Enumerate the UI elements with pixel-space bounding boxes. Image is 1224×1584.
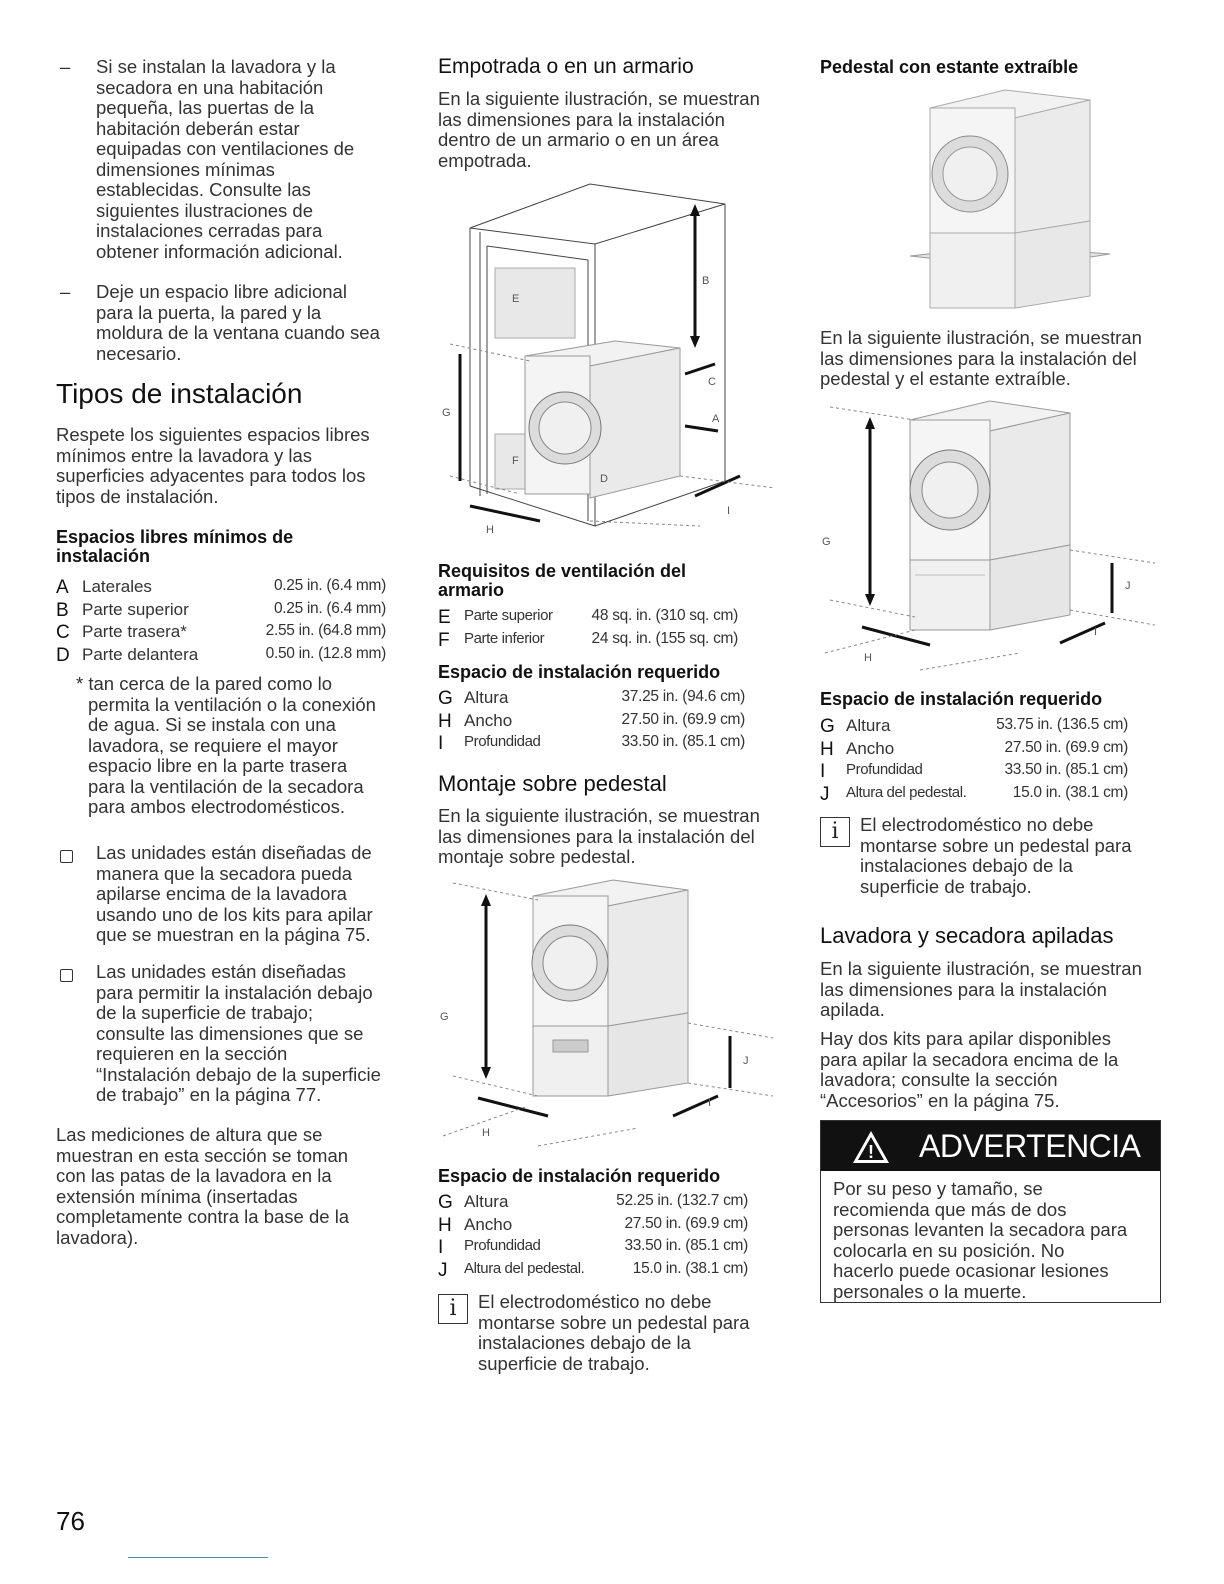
text-line: mínimos entre la lavadora y las xyxy=(56,444,313,466)
text-line: de agua. Si se instala con una xyxy=(88,714,336,735)
row-label: Ancho xyxy=(464,710,513,730)
closet-diagram xyxy=(440,176,780,556)
text-line: * tan cerca de la pared como lo xyxy=(76,673,333,694)
table-row xyxy=(820,761,1128,784)
row-label: Parte trasera* xyxy=(82,622,187,641)
text-line: Requisitos de ventilación del xyxy=(438,561,687,581)
text-line: apilada. xyxy=(820,999,885,1020)
heading-pedestal: Montaje sobre pedestal xyxy=(438,771,667,796)
row-label: Altura del pedestal. xyxy=(846,783,967,801)
row-value: 27.50 in. (69.9 cm) xyxy=(1004,738,1128,756)
page-number: 76 xyxy=(56,1506,85,1536)
check-item-text xyxy=(96,962,396,1106)
text-line: extensión mínima (insertadas xyxy=(56,1185,298,1207)
table-row xyxy=(438,630,738,653)
row-value: 52.25 in. (132.7 cm) xyxy=(616,1192,748,1209)
table-row xyxy=(438,1215,748,1238)
required-space-title-closet: Espacio de instalación requerido xyxy=(438,662,721,682)
bullet-extra-space xyxy=(56,282,396,372)
required-space-table-drawer xyxy=(820,716,1128,806)
pedestal-paragraph xyxy=(438,806,783,868)
text-line: empotrada. xyxy=(438,149,532,171)
text-line: permita la ventilación o la conexión xyxy=(88,693,376,715)
table-row xyxy=(438,1237,748,1260)
table-row xyxy=(438,1260,748,1283)
row-label: Ancho xyxy=(846,738,895,758)
row-letter: A xyxy=(56,577,69,598)
row-letter: I xyxy=(438,733,444,754)
text-line: Las unidades están diseñadas xyxy=(96,961,346,982)
fig-label-h: H xyxy=(482,1127,490,1139)
dash-marker: – xyxy=(60,56,71,77)
row-value: 48 sq. in. (310 sq. cm) xyxy=(591,607,738,624)
text-line: Deje un espacio libre adicional xyxy=(96,281,347,302)
fig-label-h: H xyxy=(486,524,494,536)
fig-label-d: D xyxy=(600,473,608,485)
text-line: Hay dos kits para apilar disponibles xyxy=(820,1028,1112,1049)
row-letter: G xyxy=(820,716,835,737)
row-letter: F xyxy=(438,629,450,651)
text-line: personales o la muerte. xyxy=(833,1280,1027,1302)
text-line: siguientes ilustraciones de xyxy=(96,199,313,221)
row-letter: H xyxy=(438,710,452,732)
text-line: superficie de trabajo. xyxy=(860,875,1032,897)
row-value: 15.0 in. (38.1 cm) xyxy=(1012,783,1128,801)
info-icon: i xyxy=(438,1294,468,1324)
text-line: consulte las dimensiones que se xyxy=(96,1022,364,1044)
fig-label-g: G xyxy=(440,1011,449,1023)
text-line: montarse sobre un pedestal para xyxy=(860,834,1132,856)
text-line: El electrodoméstico no debe xyxy=(860,814,1094,835)
text-line: Las mediciones de altura que se xyxy=(56,1124,323,1145)
text-line: colocarla en su posición. No xyxy=(833,1239,1065,1261)
clearance-table xyxy=(56,577,386,667)
row-value: 15.0 in. (38.1 cm) xyxy=(632,1259,748,1277)
text-line: lavadora, se requiere el mayor xyxy=(88,734,338,756)
text-line: instalaciones debajo de la xyxy=(478,1332,691,1353)
text-line: espacio libre en la parte trasera xyxy=(88,755,348,776)
checkbox-icon xyxy=(60,847,73,868)
text-line: Espacios libres mínimos de xyxy=(56,527,294,547)
text-line: montaje sobre pedestal. xyxy=(438,846,636,867)
fig-label-h: H xyxy=(864,652,872,664)
row-letter: C xyxy=(56,622,70,643)
row-value: 33.50 in. (85.1 cm) xyxy=(624,1237,748,1254)
row-label: Altura xyxy=(464,688,509,707)
stacked-paragraph-1 xyxy=(820,959,1165,1021)
text-line: Por su peso y tamaño, se xyxy=(833,1178,1043,1199)
info-note-text xyxy=(478,1292,778,1374)
text-line: superficie de trabajo. xyxy=(478,1352,650,1374)
required-space-title-pedestal: Espacio de instalación requerido xyxy=(438,1166,721,1186)
text-line: apilarse encima de la lavadora xyxy=(96,883,347,904)
text-line: En la siguiente ilustración, se muestran xyxy=(820,958,1142,979)
row-value: 33.50 in. (85.1 cm) xyxy=(1004,761,1128,778)
row-label: Altura xyxy=(464,1192,509,1211)
row-label: Parte superior xyxy=(82,599,189,619)
row-label: Ancho xyxy=(464,1214,513,1234)
text-line: montarse sobre un pedestal para xyxy=(478,1311,750,1333)
row-label: Parte inferior xyxy=(464,629,545,647)
table-row xyxy=(820,739,1128,762)
row-letter: J xyxy=(438,1259,448,1281)
row-value: 0.50 in. (12.8 mm) xyxy=(265,644,386,662)
bullet-small-room xyxy=(56,57,396,267)
warning-triangle-icon xyxy=(851,1129,891,1165)
fig-label-j: J xyxy=(743,1055,749,1067)
checkbox-icon xyxy=(60,966,73,987)
row-letter: G xyxy=(438,688,453,709)
text-line: las dimensiones para la instalación xyxy=(820,978,1107,1000)
row-letter: E xyxy=(438,607,451,628)
table-row xyxy=(438,607,738,630)
text-line: necesario. xyxy=(96,342,182,364)
text-line: dentro de un armario o en un área xyxy=(438,129,719,150)
text-line: secadora en una habitación xyxy=(96,76,324,98)
text-line: “Accesorios” en la página 75. xyxy=(820,1089,1060,1111)
text-line: tipos de instalación. xyxy=(56,485,219,507)
text-line: instalaciones cerradas para xyxy=(96,220,323,241)
closing-paragraph xyxy=(56,1125,396,1248)
drawer-paragraph xyxy=(820,328,1165,390)
row-label: Profundidad xyxy=(846,761,923,778)
text-line: de trabajo” en la página 77. xyxy=(96,1084,322,1105)
text-line: Si se instalan la lavadora y la xyxy=(96,56,336,77)
row-label: Altura xyxy=(846,716,891,735)
row-value: 33.50 in. (85.1 cm) xyxy=(621,733,745,750)
footnote xyxy=(76,674,406,818)
fig-label-i: I xyxy=(727,505,731,517)
row-value: 37.25 in. (94.6 cm) xyxy=(621,688,745,705)
row-label: Parte delantera xyxy=(82,644,199,664)
heading-installation-types: Tipos de instalación xyxy=(56,378,303,409)
text-line: manera que la secadora pueda xyxy=(96,862,353,884)
warning-text xyxy=(833,1179,1153,1302)
fig-label-i: I xyxy=(708,1097,712,1109)
clearance-title xyxy=(56,528,293,566)
drawer-pedestal-photo xyxy=(910,86,1110,326)
drawer-pedestal-diagram xyxy=(820,395,1165,680)
info-icon: i xyxy=(820,817,850,847)
row-value: 27.50 in. (69.9 cm) xyxy=(621,710,745,728)
fig-label-g: G xyxy=(442,407,451,419)
dryer-on-drawer-pedestal-illustration xyxy=(910,401,1070,630)
text-line: establecidas. Consulte las xyxy=(96,179,311,200)
text-line: habitación deberán estar xyxy=(96,117,300,139)
required-space-table-closet xyxy=(438,688,745,756)
row-value: 53.75 in. (136.5 cm) xyxy=(996,716,1128,733)
fig-label-c: C xyxy=(708,376,716,388)
text-line: hacerlo puede ocasionar lesiones xyxy=(833,1260,1109,1281)
vent-title xyxy=(438,562,686,600)
warning-exclamation: ! xyxy=(868,1142,874,1162)
text-line: dimensiones mínimas xyxy=(96,158,275,180)
row-letter: B xyxy=(56,599,69,621)
text-line: requieren en la sección xyxy=(96,1043,288,1064)
row-label: Laterales xyxy=(82,577,152,596)
row-value: 0.25 in. (6.4 mm) xyxy=(273,577,386,594)
vent-table xyxy=(438,607,738,652)
text-line: lavadora; consulte la sección xyxy=(820,1069,1058,1090)
row-letter: I xyxy=(438,1237,444,1258)
heading-built-in: Empotrada o en un armario xyxy=(438,55,694,78)
text-line: obtener información adicional. xyxy=(96,240,343,262)
heading-stacked: Lavadora y secadora apiladas xyxy=(820,923,1114,948)
row-label: Profundidad xyxy=(464,733,541,750)
text-line: para la ventilación de la secadora xyxy=(88,775,364,797)
row-value: 27.50 in. (69.9 cm) xyxy=(624,1214,748,1232)
info-note-text xyxy=(860,815,1160,897)
text-line: superficies adyacentes para todos los xyxy=(56,465,366,486)
fig-label-j: J xyxy=(1125,580,1131,592)
text-line: las dimensiones para la instalación del xyxy=(820,347,1137,369)
text-line: con las patas de la lavadora en la xyxy=(56,1165,332,1186)
text-line: para permitir la instalación debajo xyxy=(96,981,373,1003)
row-label: Parte superior xyxy=(464,607,553,624)
heading-drawer-pedestal: Pedestal con estante extraíble xyxy=(820,57,1079,77)
text-line: para apilar la secadora encima de la xyxy=(820,1048,1119,1070)
footer-rule xyxy=(128,1557,268,1558)
table-row xyxy=(438,1192,748,1215)
table-row xyxy=(56,645,386,668)
pedestal-diagram xyxy=(438,878,783,1158)
text-line: moldura de la ventana cuando sea xyxy=(96,322,380,343)
text-line: que se muestran en la página 75. xyxy=(96,924,371,945)
text-line: de la superficie de trabajo; xyxy=(96,1002,313,1023)
text-line: armario xyxy=(438,580,505,600)
row-letter: D xyxy=(56,644,70,666)
table-row xyxy=(56,577,386,600)
stacked-paragraph-2 xyxy=(820,1029,1165,1111)
fig-label-i: I xyxy=(1094,626,1098,638)
warning-title: ADVERTENCIA xyxy=(919,1128,1141,1164)
text-line: usando uno de los kits para apilar xyxy=(96,903,373,925)
fig-label-f: F xyxy=(512,455,519,467)
row-value: 2.55 in. (64.8 mm) xyxy=(265,622,386,639)
text-line: recomienda que más de dos xyxy=(833,1198,1067,1220)
text-line: lavadora). xyxy=(56,1226,139,1248)
bullet-extra-space-text xyxy=(96,282,396,364)
text-line: las dimensiones para la instalación del xyxy=(438,825,755,847)
text-line: completamente contra la base de la xyxy=(56,1206,350,1227)
check-item-undercounter xyxy=(56,962,396,1112)
text-line: En la siguiente ilustración, se muestran xyxy=(438,805,760,826)
text-line: instalaciones debajo de la xyxy=(860,855,1073,876)
row-letter: G xyxy=(438,1192,453,1213)
text-line: En la siguiente ilustración, se muestran xyxy=(820,327,1142,348)
row-letter: J xyxy=(820,783,830,805)
table-row xyxy=(438,711,745,734)
row-letter: I xyxy=(820,761,826,782)
warning-box xyxy=(820,1120,1161,1303)
text-line: instalación xyxy=(56,546,151,566)
table-row xyxy=(438,733,745,756)
info-note-pedestal xyxy=(438,1292,778,1382)
dryer-on-pedestal-illustration xyxy=(532,880,688,1096)
fig-label-a: A xyxy=(712,413,720,425)
warning-header xyxy=(821,1121,1160,1171)
info-note-drawer xyxy=(820,815,1160,905)
row-value: 24 sq. in. (155 sq. cm) xyxy=(591,629,738,647)
text-line: pedestal y el estante extraíble. xyxy=(820,368,1071,389)
fig-label-g: G xyxy=(822,536,831,548)
table-row xyxy=(820,716,1128,739)
text-line: Respete los siguientes espacios libres xyxy=(56,424,370,445)
text-line: personas levanten la secadora para xyxy=(833,1219,1128,1240)
text-line: Las unidades están diseñadas de xyxy=(96,842,372,863)
text-line: En la siguiente ilustración, se muestran xyxy=(438,88,760,109)
text-line: pequeña, las puertas de la xyxy=(96,97,315,118)
table-row xyxy=(56,600,386,623)
text-line: equipadas con ventilaciones de xyxy=(96,138,355,159)
text-line: las dimensiones para la instalación xyxy=(438,108,725,130)
table-row xyxy=(438,688,745,711)
fig-label-e: E xyxy=(512,293,520,305)
fig-label-b: B xyxy=(702,275,710,287)
row-letter: H xyxy=(820,738,834,760)
built-in-paragraph xyxy=(438,89,783,171)
text-line: para la puerta, la pared y la xyxy=(96,301,322,323)
row-label: Altura del pedestal. xyxy=(464,1259,585,1277)
vent-top xyxy=(495,268,575,338)
check-item-text xyxy=(96,843,396,946)
text-line: para ambos electrodomésticos. xyxy=(88,796,346,817)
row-letter: H xyxy=(438,1214,452,1236)
row-value: 0.25 in. (6.4 mm) xyxy=(273,599,386,617)
dash-marker: – xyxy=(60,281,71,302)
table-row xyxy=(56,622,386,645)
table-row xyxy=(820,784,1128,807)
row-label: Profundidad xyxy=(464,1237,541,1254)
required-space-table-pedestal xyxy=(438,1192,748,1282)
check-item-stacking xyxy=(56,843,396,953)
text-line: El electrodoméstico no debe xyxy=(478,1291,712,1312)
text-line: muestran en esta sección se toman xyxy=(56,1144,349,1166)
text-line: “Instalación debajo de la superficie xyxy=(96,1063,381,1085)
required-space-title-drawer: Espacio de instalación requerido xyxy=(820,689,1103,709)
bullet-small-room-text xyxy=(96,57,396,262)
intro-paragraph xyxy=(56,425,396,507)
